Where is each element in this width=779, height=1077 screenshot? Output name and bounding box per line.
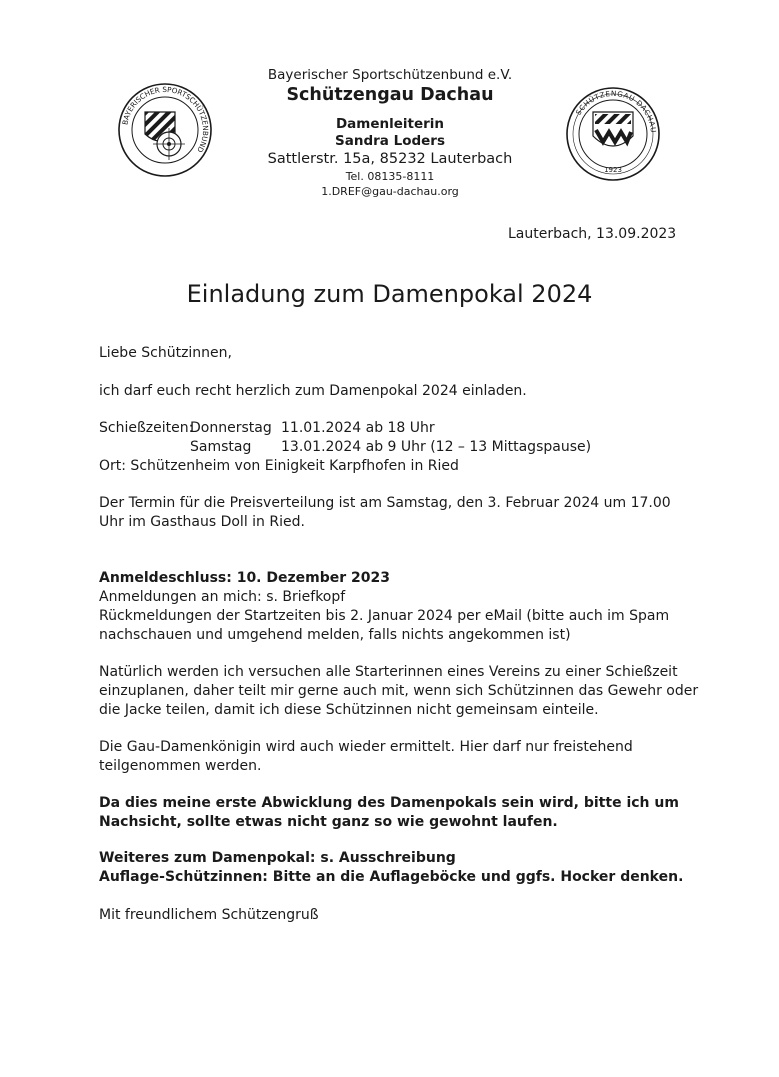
- sportschuetzenbund-seal-icon: [117, 82, 213, 178]
- schedule-label: Schießzeiten:: [99, 420, 194, 436]
- notice-line-1: Da dies meine erste Abwicklung des Damenpokals sein wird, bitte ich um: [99, 795, 679, 811]
- sender-role: Damenleiterin: [335, 116, 445, 132]
- schedule-day-1: Donnerstag: [190, 420, 272, 436]
- registration-line-1: Anmeldungen an mich: s. Briefkopf: [99, 589, 346, 605]
- sender-address: Sattlerstr. 15a, 85232 Lauterbach: [267, 151, 513, 167]
- notice-line-2: Nachsicht, sollte etwas nicht ganz so wie gewohnt laufen.: [99, 814, 558, 830]
- planning-line-1: Natürlich werden ich versuchen alle Starterinnen eines Vereins zu einer Schießzeit: [99, 664, 678, 680]
- letter-date: Lauterbach, 13.09.2023: [508, 226, 677, 242]
- schedule-time-1: 11.01.2024 ab 18 Uhr: [281, 420, 435, 436]
- schedule-location: Ort: Schützenheim von Einigkeit Karpfhofen in Ried: [99, 458, 459, 474]
- svg-text:SCHÜTZENGAU DACHAU: SCHÜTZENGAU DACHAU: [573, 88, 659, 134]
- greeting: Liebe Schützinnen,: [99, 345, 232, 361]
- more-line-1: Weiteres zum Damenpokal: s. Ausschreibung: [99, 850, 456, 866]
- schedule-time-2: 13.01.2024 ab 9 Uhr (12 – 13 Mittagspause): [281, 439, 592, 455]
- schedule-day-2: Samstag: [190, 439, 252, 455]
- gau-name: Schützengau Dachau: [286, 85, 494, 105]
- sender-email[interactable]: 1.DREF@gau-dachau.org: [321, 185, 459, 198]
- schuetzengau-seal-icon: [565, 84, 661, 184]
- svg-text:BAYERISCHER SPORTSCHÜTZENBUND: BAYERISCHER SPORTSCHÜTZENBUND: [120, 84, 211, 155]
- sender-phone: Tel. 08135-8111: [345, 170, 435, 183]
- schuetzengau-dachau-logo: [565, 84, 661, 184]
- registration-line-2: Rückmeldungen der Startzeiten bis 2. Januar 2024 per eMail (bitte auch im Spam: [99, 608, 670, 624]
- svg-text:1923: 1923: [604, 166, 622, 174]
- sportschuetzenbund-logo: [117, 82, 213, 178]
- planning-line-3: die Jacke teilen, damit ich diese Schützinnen nicht gemeinsam einteile.: [99, 702, 599, 718]
- letterhead: [230, 66, 550, 199]
- more-line-2: Auflage-Schützinnen: Bitte an die Auflageböcke und ggfs. Hocker denken.: [99, 869, 684, 885]
- sender-name: Sandra Loders: [335, 133, 445, 149]
- award-line-2: Uhr im Gasthaus Doll in Ried.: [99, 514, 305, 530]
- registration-line-3: nachschauen und umgehend melden, falls nichts angekommen ist): [99, 627, 571, 643]
- closing: Mit freundlichem Schützengruß: [99, 907, 319, 923]
- queen-line-1: Die Gau-Damenkönigin wird auch wieder ermittelt. Hier darf nur freistehend: [99, 739, 633, 755]
- planning-line-2: einzuplanen, daher teilt mir gerne auch mit, wenn sich Schützinnen das Gewehr oder: [99, 683, 699, 699]
- intro-text: ich darf euch recht herzlich zum Damenpokal 2024 einladen.: [99, 383, 527, 399]
- letter-title: Einladung zum Damenpokal 2024: [186, 280, 593, 308]
- award-line-1: Der Termin für die Preisverteilung ist am Samstag, den 3. Februar 2024 um 17.00: [99, 495, 671, 511]
- queen-line-2: teilgenommen werden.: [99, 758, 262, 774]
- org-name: Bayerischer Sportschützenbund e.V.: [267, 67, 513, 83]
- registration-deadline: Anmeldeschluss: 10. Dezember 2023: [99, 570, 390, 586]
